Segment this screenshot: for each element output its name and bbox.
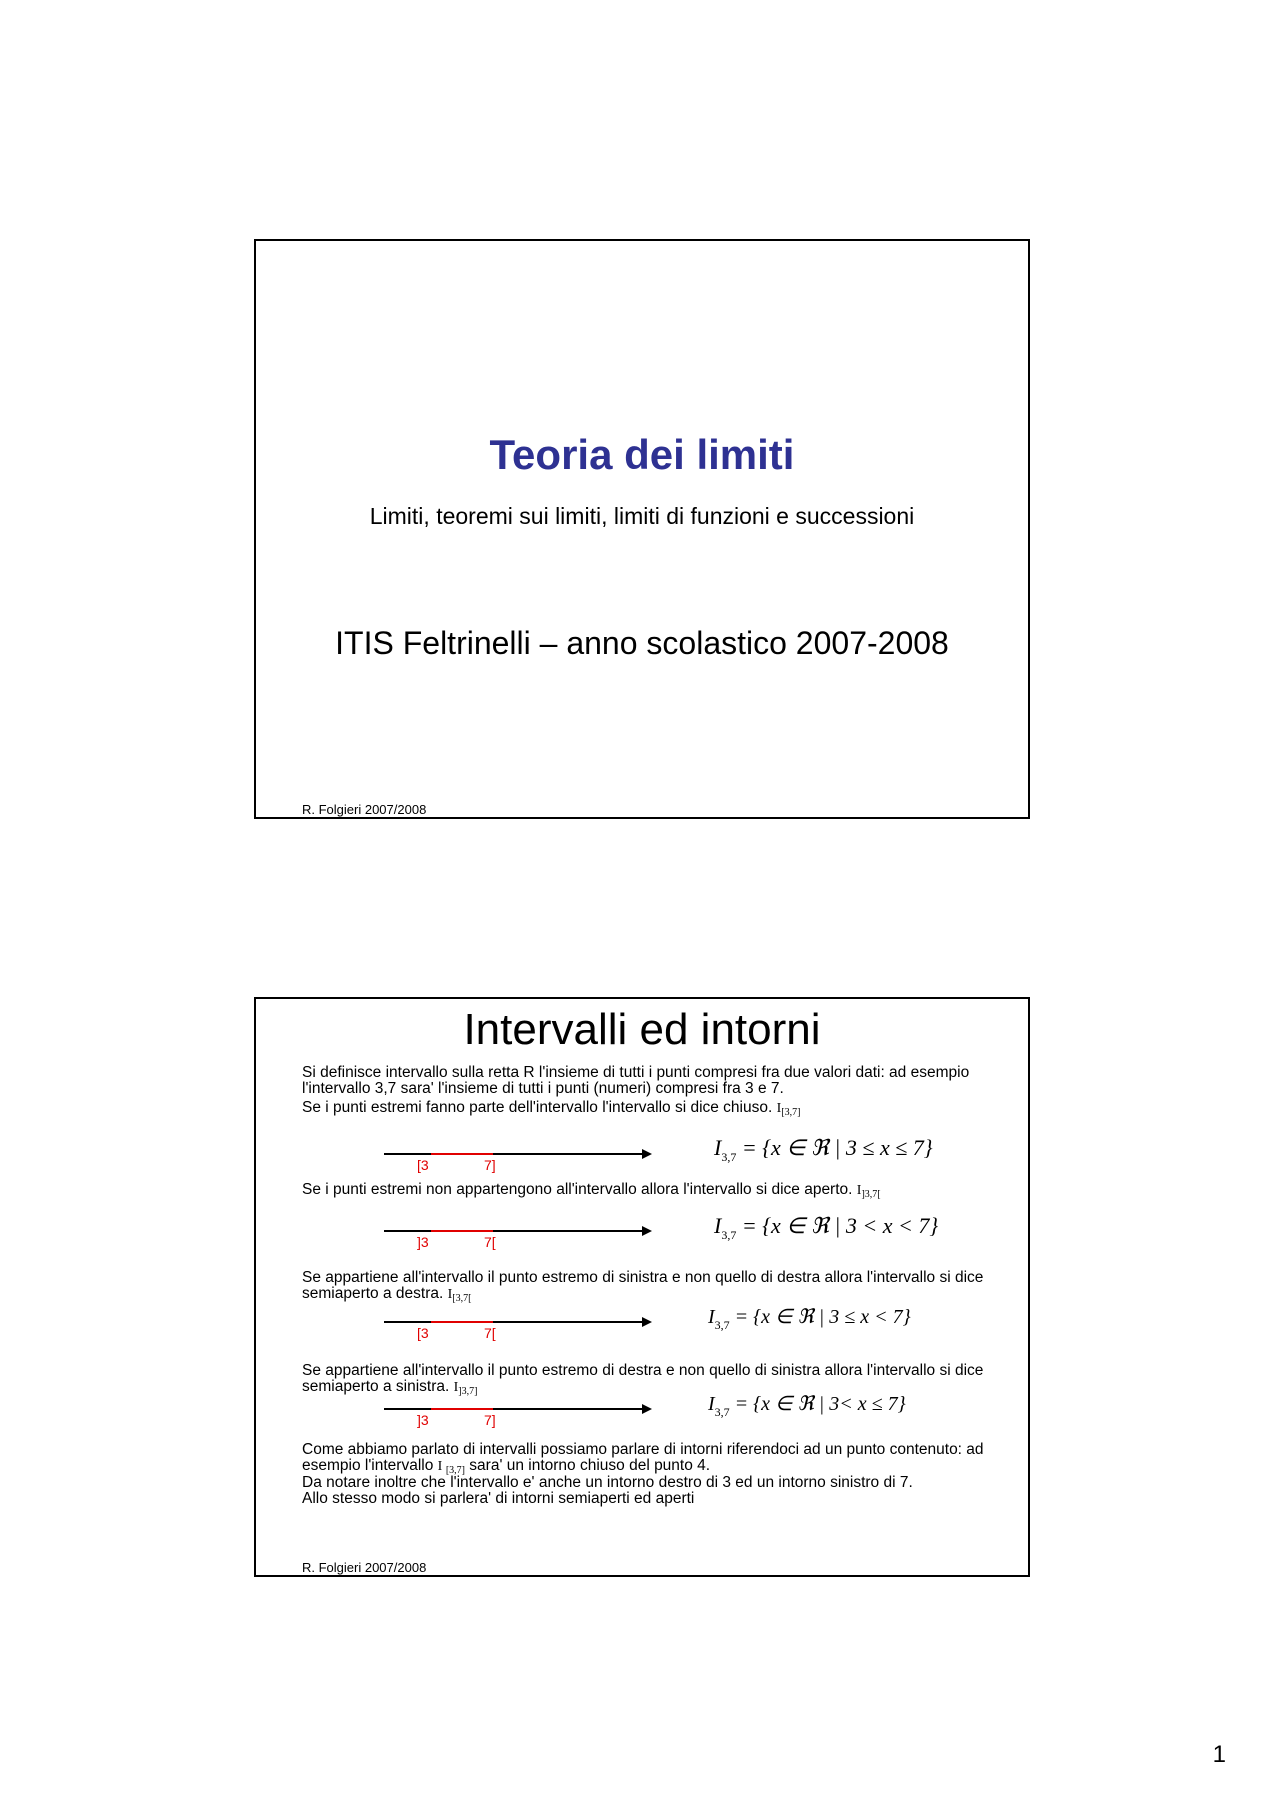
mark-semi-left-right: 7] [484, 1412, 496, 1428]
interval-label-intorno: I $_{[3,7]}$ [437, 1459, 465, 1476]
number-line-open [384, 1230, 650, 1232]
paragraph-open [302, 1182, 1002, 1203]
segment-open [431, 1230, 493, 1232]
segment-semi-right [431, 1321, 493, 1323]
formula-semi-left [708, 1391, 906, 1420]
mark-semi-right-left: [3 [417, 1325, 429, 1341]
interval-label-semi-right-index: [3,7[ [452, 1293, 472, 1304]
slide1-footer: R. Folgieri 2007/2008 [302, 802, 427, 817]
formula-index: 3,7 [721, 1228, 737, 1242]
mark-open-right: 7[ [484, 1234, 496, 1250]
slide2-title: Intervalli ed intorni [463, 1005, 821, 1054]
formula-equals: = [734, 1306, 749, 1328]
formula-set: {x ∈ ℜ | 3 < x < 7} [762, 1213, 939, 1238]
paragraph-closed [302, 1100, 1002, 1121]
slide1-title: Teoria dei limiti [489, 431, 795, 478]
interval-label-open: $I_{]3,7[}$ [856, 1183, 881, 1200]
interval-label-closed: $I_{[3,7]}$ [776, 1101, 801, 1118]
paragraph-semiaperti: Allo stesso modo si parlera' di intorni semiaperti ed aperti [302, 1490, 695, 1507]
slide-title [254, 239, 1030, 819]
paragraph-definition: Si definisce intervallo sulla retta R l'insieme di tutti i punti compresi fra due valori dati: ad esempio l'intervallo 3,7 sara' l'insieme di tutti i punti (numeri) compresi fra 3 e 7. [302, 1064, 970, 1097]
formula-set: {x ∈ ℜ | 3 ≤ x < 7} [753, 1306, 911, 1328]
segment-semi-left [431, 1408, 493, 1410]
formula-symbol: I [708, 1393, 715, 1415]
formula-index: 3,7 [721, 1150, 737, 1164]
mark-open-left: ]3 [417, 1234, 429, 1250]
interval-label-intorno-index: [3,7] [445, 1465, 465, 1476]
number-line-closed [384, 1153, 650, 1155]
interval-label-closed-index: [3,7] [781, 1107, 801, 1118]
formula-open [714, 1213, 938, 1243]
page-number: 1 [1212, 1741, 1226, 1768]
formula-closed [714, 1135, 933, 1165]
formula-symbol: I [708, 1306, 715, 1328]
slide2-footer: R. Folgieri 2007/2008 [302, 1560, 427, 1575]
formula-set: {x ∈ ℜ | 3 ≤ x ≤ 7} [762, 1135, 933, 1160]
formula-semi-right [708, 1304, 911, 1333]
slide1-school: ITIS Feltrinelli – anno scolastico 2007-2008 [335, 625, 949, 661]
number-line-semi-right [384, 1321, 650, 1323]
mark-closed-left: [3 [417, 1157, 429, 1173]
paragraph-closed-text: Se i punti estremi fanno parte dell'intervallo l'intervallo si dice chiuso. [302, 1099, 773, 1116]
paragraph-semi-right-text: Se appartiene all'intervallo il punto estremo di sinistra e non quello di destra allora l'intervallo si dice semiaperto a destra. [302, 1269, 984, 1302]
interval-label-semi-left: $I_{]3,7]}$ [453, 1380, 478, 1397]
formula-equals: = [734, 1393, 749, 1415]
segment-closed [431, 1153, 493, 1155]
paragraph-open-text: Se i punti estremi non appartengono all'intervallo allora l'intervallo si dice aperto. [302, 1181, 853, 1198]
mark-closed-right: 7] [484, 1157, 496, 1173]
mark-semi-right-right: 7[ [484, 1325, 496, 1341]
paragraph-intorni-text-end: sara' un intorno chiuso del punto 4. [469, 1457, 711, 1474]
formula-set: {x ∈ ℜ | 3< x ≤ 7} [753, 1393, 906, 1415]
paragraph-intorni-text: Come abbiamo parlato di intervalli possiamo parlare di intorni riferendoci ad un punto contenuto: ad esempio l'intervallo [302, 1441, 984, 1474]
mark-semi-left-left: ]3 [417, 1412, 429, 1428]
interval-label-open-index: ]3,7[ [861, 1189, 881, 1200]
formula-index: 3,7 [714, 1318, 730, 1332]
paragraph-note: Da notare inoltre che l'intervallo e' anche un intorno destro di 3 ed un intorno sinistro di 7. [302, 1474, 913, 1491]
formula-equals: = [741, 1213, 757, 1238]
formula-equals: = [741, 1135, 757, 1160]
interval-label-semi-right: $I_{[3,7[}$ [447, 1287, 472, 1304]
slide1-subtitle: Limiti, teoremi sui limiti, limiti di funzioni e successioni [369, 503, 915, 529]
formula-symbol: I [714, 1135, 722, 1160]
paragraph-semi-left-text: Se appartiene all'intervallo il punto estremo di destra e non quello di sinistra allora l'intervallo si dice semiaperto a sinistra. [302, 1362, 984, 1395]
slide-intervalli [254, 997, 1030, 1577]
number-line-semi-left [384, 1408, 650, 1410]
paragraph-semi-right [302, 1270, 1002, 1307]
interval-label-semi-left-index: ]3,7] [458, 1386, 478, 1397]
formula-symbol: I [714, 1213, 722, 1238]
formula-index: 3,7 [714, 1405, 730, 1419]
